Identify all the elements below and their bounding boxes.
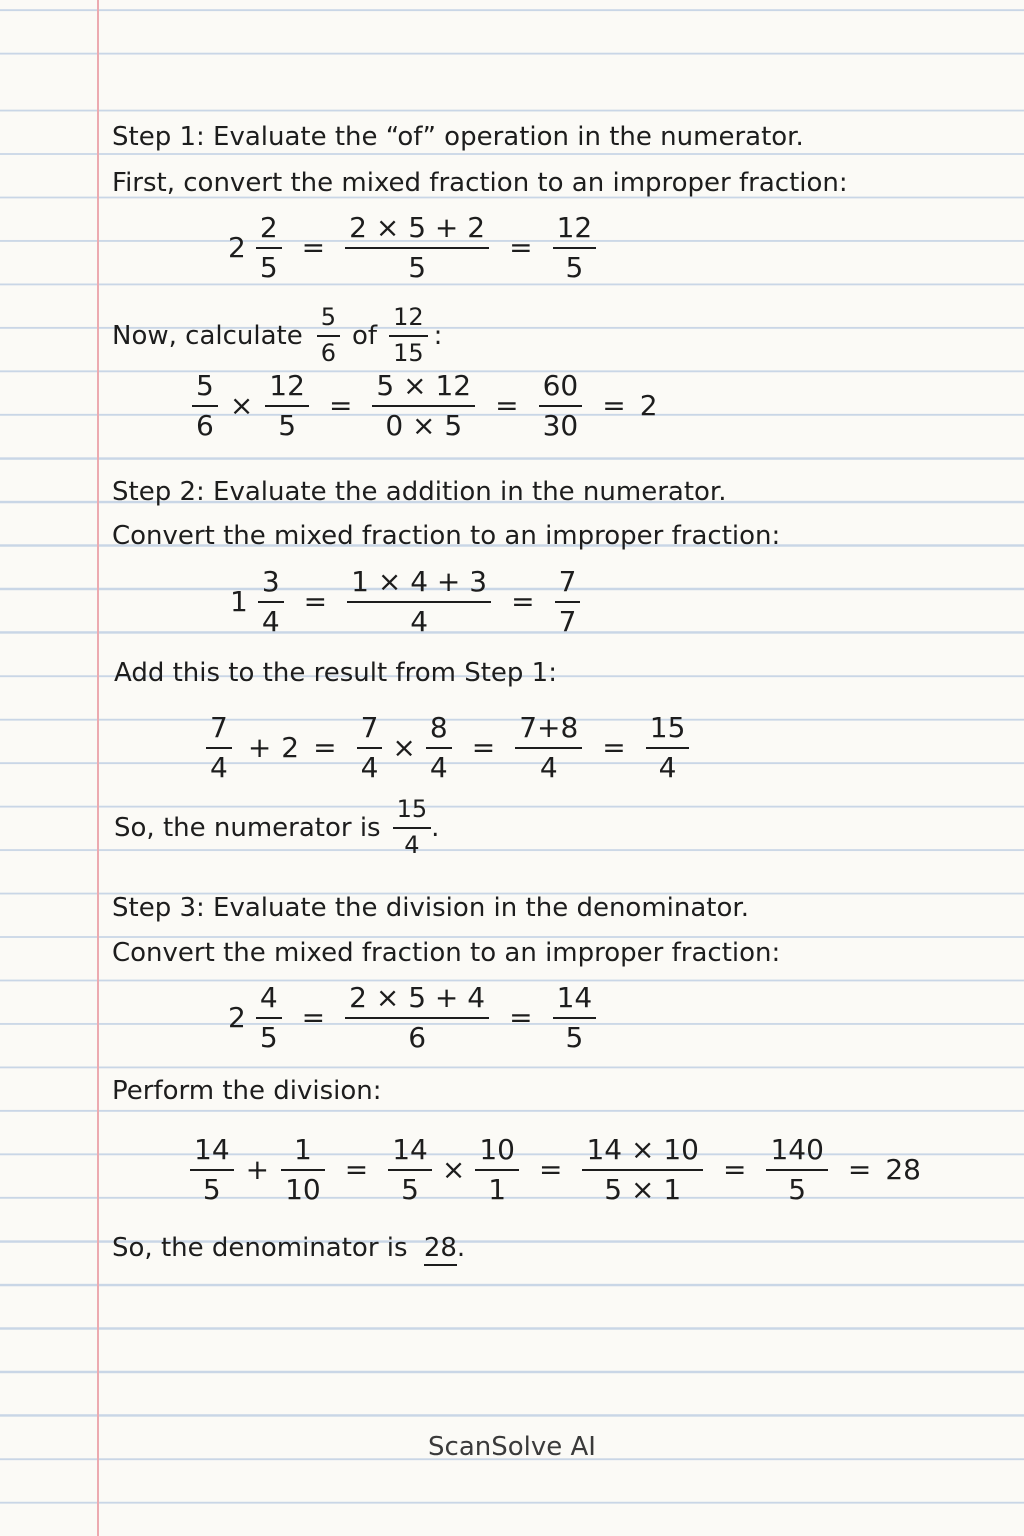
denominator: 4 [658,751,677,785]
numerator: 12 [556,211,593,244]
step3-mixed-conversion [228,982,602,1054]
denominator: 4 [410,605,429,639]
denominator: 10 [285,1173,321,1207]
whole-number: 1 [230,585,248,619]
denominator-answer: 28 [424,1233,457,1266]
conclusion-text: So, the numerator is [114,812,381,843]
step2-add-text: Add this to the result from Step 1: [114,658,557,688]
term-value: 2 [281,731,300,765]
denominator: 5 [408,251,427,285]
fraction-bar [553,1017,597,1019]
numerator: 14 × 10 [586,1133,699,1166]
equals-sign: = [847,1153,872,1187]
fraction-bar [555,601,581,603]
denominator: 1 [488,1173,507,1207]
numerator: 14 [392,1133,428,1166]
step1-mixed-conversion [228,212,602,284]
period: . [431,812,440,843]
fraction-bar [258,601,284,603]
numerator: 14 [194,1133,230,1166]
fraction [553,212,597,284]
denominator: 5 [278,409,297,443]
equals-sign: = [602,731,626,765]
denominator: 4 [429,751,448,785]
numerator: 8 [429,711,448,744]
fraction-bar [317,335,340,337]
fraction [258,566,284,638]
fraction [389,304,428,367]
numerator: 12 [269,369,305,402]
numerator: 7 [360,711,379,744]
times-sign: × [229,389,254,423]
fraction-bar [553,247,597,249]
fraction-bar [426,747,452,749]
denominator: 15 [393,338,424,367]
denominator: 30 [542,409,579,443]
fraction [281,1134,325,1206]
equals-sign: = [301,231,326,265]
fraction-bar [515,747,582,749]
fraction [256,212,282,284]
fraction-bar [192,405,218,407]
step1-intro: First, convert the mixed fraction to an improper fraction: [112,168,848,198]
numerator: 5 [320,303,337,331]
denominator: 5 [565,1021,584,1055]
equals-sign: = [509,231,533,265]
fraction [582,1134,703,1206]
step3-intro: Convert the mixed fraction to an improper fraction: [112,938,781,968]
colon: : [433,320,443,351]
fraction-bar [389,335,428,337]
denominator: 4 [210,751,228,785]
numerator: 15 [396,795,428,823]
step2-mixed-conversion [230,566,586,638]
numerator: 10 [479,1133,515,1166]
equals-sign: = [722,1153,747,1187]
denominator: 6 [196,409,214,443]
step1-multiplication [186,370,658,442]
fraction-bar [388,1169,432,1171]
fraction [317,304,340,367]
equals-sign: = [328,389,353,423]
division-sign: + [245,1153,270,1187]
equals-sign: = [495,389,519,423]
fraction [475,1134,519,1206]
step2-heading: Step 2: Evaluate the addition in the numerator. [112,477,727,507]
fraction [555,566,581,638]
equals-sign: = [602,389,626,423]
fraction [646,712,690,784]
fraction-bar [345,247,489,249]
margin-line [97,0,99,1536]
numerator: 15 [649,711,686,744]
period: . [456,1233,466,1263]
fraction [372,370,475,442]
step2-conclusion [114,796,439,859]
step2-intro: Convert the mixed fraction to an improper fraction: [112,521,781,551]
fraction [553,982,597,1054]
times-sign: × [441,1153,466,1187]
fraction-bar [256,1017,282,1019]
denominator: 5 [259,1021,278,1055]
fraction-bar [357,747,383,749]
fraction-bar [475,1169,519,1171]
equals-sign: = [303,585,328,619]
fraction [357,712,383,784]
fraction-bar [347,601,491,603]
numerator: 14 [556,981,593,1014]
fraction-bar [345,1017,489,1019]
fraction [265,370,309,442]
step3-perform-text: Perform the division: [112,1076,382,1106]
fraction [192,370,218,442]
fraction-bar [190,1169,234,1171]
step3-heading: Step 3: Evaluate the division in the denominator. [112,893,749,923]
denominator: 4 [539,751,558,785]
conclusion-text: So, the denominator is [112,1233,408,1263]
fraction [345,212,489,284]
fraction-bar [646,747,690,749]
numerator: 140 [770,1133,824,1166]
numerator: 1 [294,1133,312,1166]
numerator: 1 × 4 + 3 [351,565,488,598]
equals-sign: = [538,1153,563,1187]
denominator: 6 [320,338,337,367]
fraction-bar [265,405,309,407]
plus-sign: + [247,731,272,765]
step2-addition [200,712,695,784]
numerator: 12 [393,303,424,331]
denominator: 5 [202,1173,221,1207]
step3-division [184,1134,921,1206]
times-sign: × [392,731,416,765]
numerator: 7+8 [519,711,579,744]
denominator: 5 [788,1173,807,1207]
fraction [515,712,582,784]
fraction [766,1134,827,1206]
numerator: 2 [259,211,278,244]
equals-sign: = [313,731,337,765]
step1-heading: Step 1: Evaluate the “of” operation in the numerator. [112,122,804,152]
numerator: 5 × 12 [376,369,472,402]
fraction [206,712,232,784]
denominator: 7 [558,605,577,639]
numerator: 5 [196,369,214,402]
denominator: 5 [565,251,584,285]
fraction [539,370,583,442]
numerator: 4 [259,981,278,1014]
denominator: 6 [408,1021,427,1055]
denominator: 4 [360,751,379,785]
denominator: 4 [404,830,420,859]
fraction [393,796,432,859]
step1-calc-line [112,304,442,367]
fraction [190,1134,234,1206]
denominator: 5 [401,1173,419,1207]
equals-sign: = [471,731,496,765]
numerator: 7 [210,711,228,744]
equals-sign: = [301,1001,326,1035]
fraction [256,982,282,1054]
fraction-bar [539,405,583,407]
fraction-bar [206,747,232,749]
fraction-bar [281,1169,325,1171]
whole-number: 2 [228,1001,246,1035]
whole-number: 2 [228,231,246,265]
footer-brand: ScanSolve AI [428,1432,596,1462]
fraction [345,982,489,1054]
equals-sign: = [344,1153,369,1187]
denominator: 4 [261,605,280,639]
calc-text: Now, calculate [112,320,303,351]
denominator: 5 [259,251,278,285]
numerator: 7 [558,565,577,598]
denominator: 0 × 5 [385,409,463,443]
step3-conclusion [112,1235,465,1261]
denominator: 5 × 1 [604,1173,682,1207]
fraction-bar [582,1169,703,1171]
numerator: 2 × 5 + 4 [349,981,486,1014]
numerator: 3 [261,565,280,598]
equals-sign: = [509,1001,533,1035]
of-word: of [352,320,378,351]
fraction-bar [766,1169,827,1171]
numerator: 60 [542,369,579,402]
fraction [388,1134,432,1206]
numerator: 2 × 5 + 2 [349,211,486,244]
fraction-bar [256,247,282,249]
result-value: 28 [885,1153,921,1187]
result-value: 2 [639,389,658,423]
fraction-bar [393,827,432,829]
fraction [347,566,491,638]
fraction [426,712,452,784]
fraction-bar [372,405,475,407]
equals-sign: = [511,585,535,619]
